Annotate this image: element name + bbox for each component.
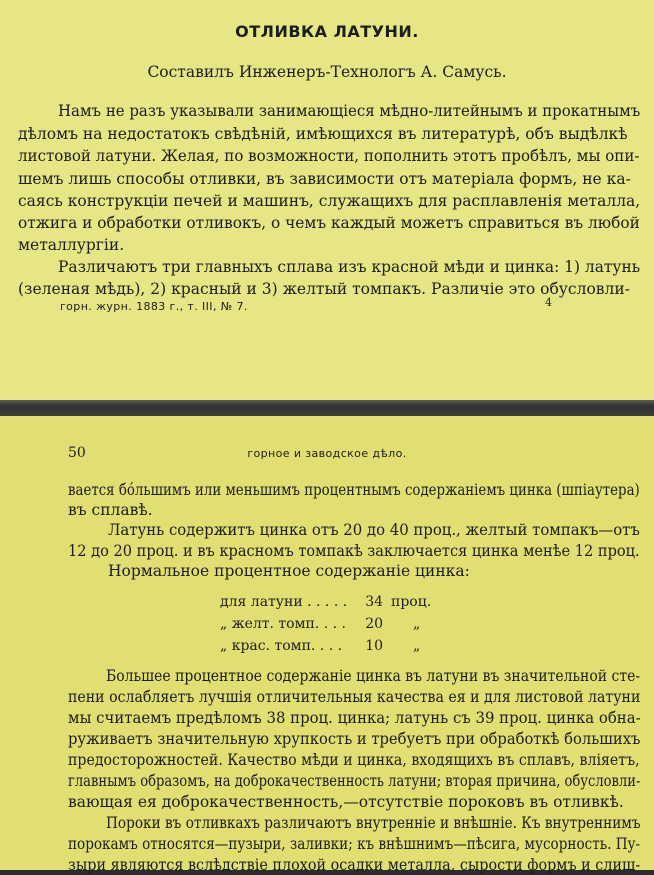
text-line: шемъ лишь способы отливки, въ зависимости отъ матерiала формъ, не ка- [18,170,631,188]
table-row [216,613,435,635]
table-value: 34 [365,594,384,610]
text-line: Латунь содержитъ цинка отъ 20 до 40 проц., желтый томпакъ—отъ [108,521,640,539]
page-divider [0,400,654,416]
text-line: листовой латуни. Желая, по возможности, пополнить этотъ пробѣлъ, мы опи- [18,147,640,165]
text-line: зыри являются вслѣдствiе плохой осадки металла, сырости формъ и слиш- [68,856,641,874]
text-line: Пороки въ отливкахъ различаютъ внутреннiе и внѣшнiе. Къ внутреннимъ [106,814,641,832]
text-line: Различаютъ три главныхъ сплава изъ красной мѣди и цинка: 1) латунь [58,258,641,276]
page-top [0,0,654,400]
text-line: мы считаемъ предѣломъ 38 проц. цинка; латунь съ 39 проц. цинка обна- [68,709,641,727]
table-value: 20 [365,616,384,632]
text-line: въ сплавѣ. [68,501,153,519]
table-unit: проц. [391,594,432,610]
footnote: горн. журн. 1883 г., т. III, № 7. [60,300,248,313]
table-unit: „ [413,616,421,632]
text-line: руживаетъ значительную хрупкость и требуетъ при обработкѣ большихъ [68,730,641,748]
table-label: для латуни . . . . . [220,594,348,610]
table-label: „ желт. томп. . . . [220,616,346,632]
text-line: дѣломъ на недостатокъ свѣдѣнiй, имѣющихся въ литературѣ, объ выдѣлкѣ [18,125,628,143]
text-line: главнымъ образомъ, на доброкачественность латуни; вторая причина, обусловли- [68,772,641,790]
text-line: 12 до 20 проц. и въ красномъ томпакѣ заключается цинка менѣе 12 проц. [68,542,640,560]
signature-mark: 4 [545,296,552,309]
table-row [216,635,435,657]
table-value: 10 [365,638,384,654]
text-line: пени ослабляетъ лучшiя отличительныя качества ея и для листовой латуни [68,688,641,706]
table-row [216,591,435,613]
text-line: Нормальное процентное содержанiе цинка: [108,562,470,580]
table-label: „ крас. томп. . . . [220,638,343,654]
text-line: Большее процентное содержанiе цинка въ латуни въ значительной сте- [106,667,641,685]
text-line: (зеленая мѣдь), 2) красный и 3) желтый томпакъ. Различiе это обусловли- [18,280,630,298]
article-author: Составилъ Инженеръ-Технологъ А. Самусь. [147,63,507,81]
running-head: горное и заводское дѣло. [247,447,407,460]
zinc-table [216,591,435,657]
text-line: вающая ея доброкачественность,—отсутствiе пороковъ въ отливкѣ. [68,793,624,811]
text-line: отжига и обработки отливокъ, о чемъ каждый можетъ справиться въ любой [18,214,640,232]
text-line: предосторожностей. Качество мѣди и цинка, входящихъ въ сплавъ, влiяетъ, [68,751,640,769]
text-line: Намъ не разъ указывали занимающiеся мѣдно-литейнымъ и прокатнымъ [58,102,641,120]
text-line: металлургiи. [18,236,125,254]
table-unit: „ [413,638,421,654]
article-title: ОТЛИВКА ЛАТУНИ. [235,22,419,41]
text-line: порокамъ относятся—пузыри, заливки; къ внѣшнимъ—пѣсига, мусорность. Пу- [68,835,641,853]
text-line: саясь конструкцiи печей и машинъ, служащихъ для расплавленiя металла, [18,192,641,210]
text-line: вается бóльшимъ или меньшимъ процентнымъ содержанiемъ цинка (шпiаутера) [68,481,640,499]
page-number: 50 [68,445,86,461]
